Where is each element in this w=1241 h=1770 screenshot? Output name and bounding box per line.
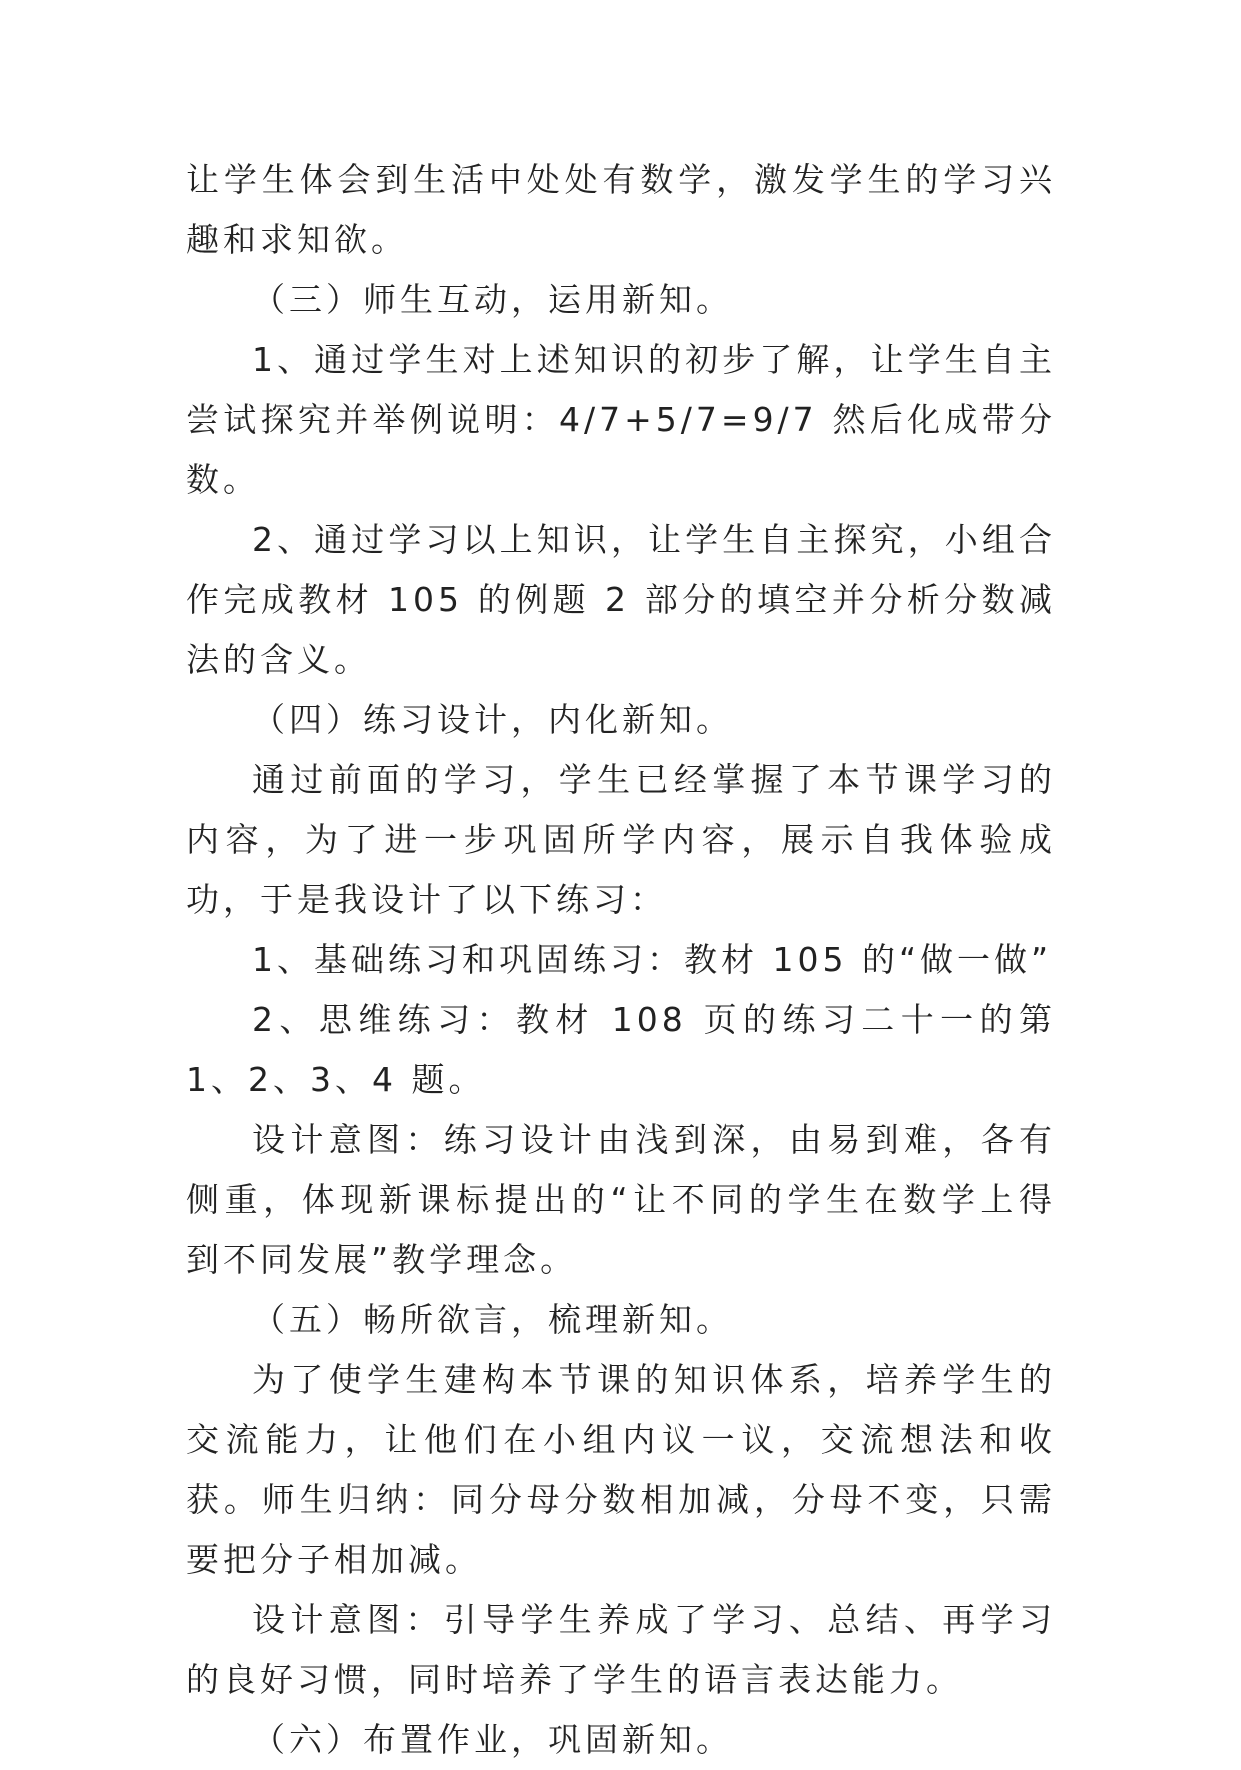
document-body bbox=[186, 150, 1056, 1770]
paragraph-design-intent-1: 设计意图：练习设计由浅到深，由易到难，各有侧重，体现新课标提出的“让不同的学生在数学上得到不同发展”教学理念。 bbox=[186, 1120, 1056, 1279]
section-heading-6: （六）布置作业，巩固新知。 bbox=[252, 1720, 733, 1759]
paragraph-practice-1: 1、基础练习和巩固练习：教材 105 的“做一做” bbox=[252, 940, 1053, 979]
paragraph-practice-2: 2、思维练习：教材 108 页的练习二十一的第 1、2、3、4 题。 bbox=[186, 1000, 1056, 1099]
paragraph-continuation: 让学生体会到生活中处处有数学，激发学生的学习兴趣和求知欲。 bbox=[186, 160, 1056, 259]
paragraph-practice-intro: 通过前面的学习，学生已经掌握了本节课学习的内容，为了进一步巩固所学内容，展示自我体验成功，于是我设计了以下练习： bbox=[186, 760, 1056, 919]
paragraph-design-intent-2: 设计意图：引导学生养成了学习、总结、再学习的良好习惯，同时培养了学生的语言表达能力。 bbox=[186, 1600, 1056, 1699]
paragraph-summary: 为了使学生建构本节课的知识体系，培养学生的交流能力，让他们在小组内议一议，交流想法和收获。师生归纳：同分母分数相加减，分母不变，只需要把分子相加减。 bbox=[186, 1360, 1056, 1579]
section-heading-4: （四）练习设计，内化新知。 bbox=[252, 700, 733, 739]
section-heading-5: （五）畅所欲言，梳理新知。 bbox=[252, 1300, 733, 1339]
paragraph-item-1: 1、通过学生对上述知识的初步了解，让学生自主尝试探究并举例说明：4/7+5/7=9/7 然后化成带分数。 bbox=[186, 340, 1056, 499]
section-heading-3: （三）师生互动，运用新知。 bbox=[252, 280, 733, 319]
paragraph-item-2: 2、通过学习以上知识，让学生自主探究，小组合作完成教材 105 的例题 2 部分的填空并分析分数减法的含义。 bbox=[186, 520, 1056, 679]
